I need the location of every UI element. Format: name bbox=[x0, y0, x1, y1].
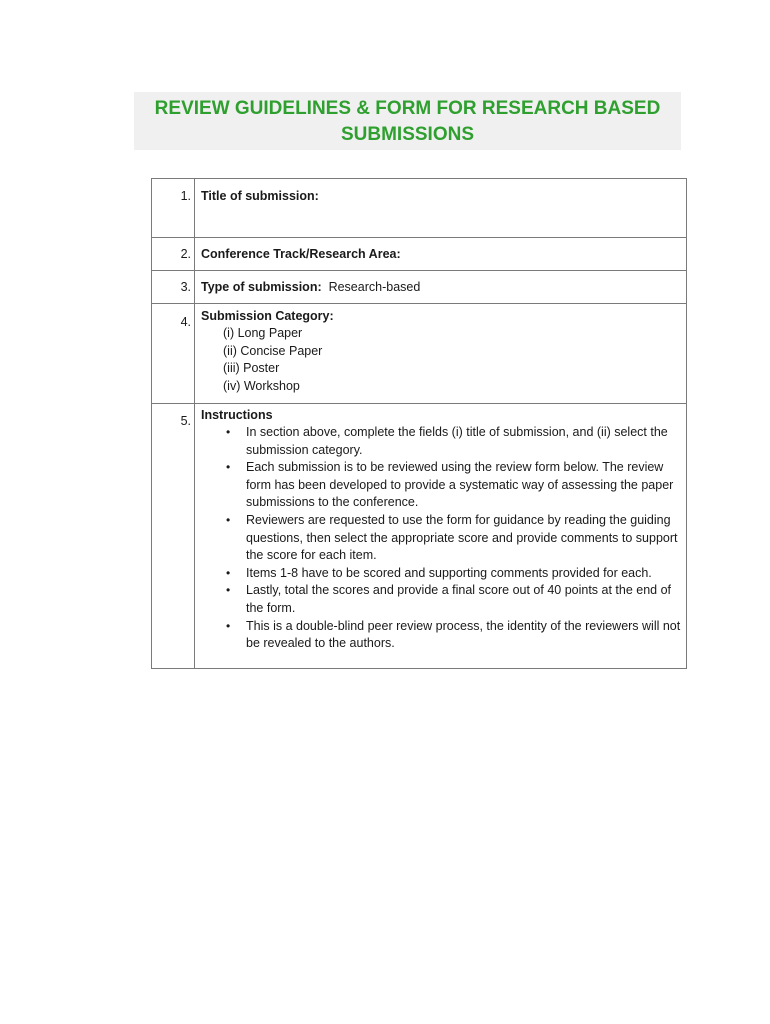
field-label: Conference Track/Research Area: bbox=[201, 247, 401, 261]
category-option-poster[interactable]: (iii) Poster bbox=[223, 361, 280, 375]
table-row bbox=[152, 304, 687, 404]
row-number-cell bbox=[152, 304, 195, 404]
table-row bbox=[152, 179, 687, 238]
row-number-cell bbox=[152, 271, 195, 304]
list-item bbox=[201, 618, 686, 653]
instructions-list bbox=[201, 424, 686, 653]
bullet-icon: • bbox=[226, 512, 231, 527]
row-number: 2. bbox=[180, 247, 191, 261]
row-number: 1. bbox=[180, 189, 191, 203]
category-option-concise-paper[interactable]: (ii) Concise Paper bbox=[223, 343, 323, 358]
list-item bbox=[201, 582, 686, 617]
list-item bbox=[201, 424, 686, 459]
field-label: Submission Category: bbox=[201, 309, 334, 323]
review-form-table bbox=[151, 178, 687, 669]
document-title bbox=[134, 92, 681, 150]
submission-category-field bbox=[195, 304, 687, 404]
field-label: Title of submission: bbox=[201, 189, 319, 203]
category-option-long-paper[interactable]: (i) Long Paper bbox=[223, 326, 303, 340]
conference-track-field[interactable] bbox=[195, 238, 687, 271]
instruction-text: In section above, complete the fields (i) title of submission, and (ii) select the submission category. bbox=[246, 425, 668, 457]
bullet-icon: • bbox=[226, 583, 231, 598]
row-number-cell bbox=[152, 238, 195, 271]
row-number: 5. bbox=[180, 414, 191, 428]
list-item bbox=[201, 512, 686, 565]
title-line-2: SUBMISSIONS bbox=[340, 124, 475, 145]
instructions-heading: Instructions bbox=[201, 408, 273, 422]
instruction-text: Reviewers are requested to use the form for guidance by reading the guiding questions, then select the appropriate score and provide comments to support the score for each item. bbox=[246, 512, 678, 563]
category-options bbox=[201, 325, 686, 395]
row-number: 3. bbox=[180, 280, 191, 294]
instruction-text: Items 1-8 have to be scored and supporting comments provided for each. bbox=[246, 565, 652, 580]
table-row bbox=[152, 238, 687, 271]
list-item bbox=[201, 565, 686, 583]
instruction-text: Lastly, total the scores and provide a final score out of 40 points at the end of the form. bbox=[246, 583, 672, 615]
row-number: 4. bbox=[180, 315, 191, 329]
instructions-cell bbox=[195, 404, 687, 669]
table-row bbox=[152, 404, 687, 669]
table-row bbox=[152, 271, 687, 304]
bullet-icon: • bbox=[226, 460, 231, 475]
bullet-icon: • bbox=[226, 618, 231, 633]
bullet-icon: • bbox=[226, 425, 231, 439]
field-value: Research-based bbox=[328, 280, 421, 294]
bullet-icon: • bbox=[226, 565, 231, 580]
title-of-submission-field[interactable] bbox=[195, 179, 687, 238]
instruction-text: Each submission is to be reviewed using the review form below. The review form has been developed to provide a systematic way of assessing the paper submissions to the conference. bbox=[246, 460, 674, 510]
instruction-text: This is a double-blind peer review process, the identity of the reviewers will not be revealed to the authors. bbox=[246, 618, 681, 651]
title-line-1: REVIEW GUIDELINES & FORM FOR RESEARCH BASED bbox=[154, 98, 661, 119]
row-number-cell bbox=[152, 179, 195, 238]
field-label: Type of submission: bbox=[201, 280, 322, 294]
type-of-submission-field bbox=[195, 271, 687, 304]
category-option-workshop[interactable]: (iv) Workshop bbox=[223, 378, 300, 393]
row-number-cell bbox=[152, 404, 195, 669]
list-item bbox=[201, 459, 686, 512]
